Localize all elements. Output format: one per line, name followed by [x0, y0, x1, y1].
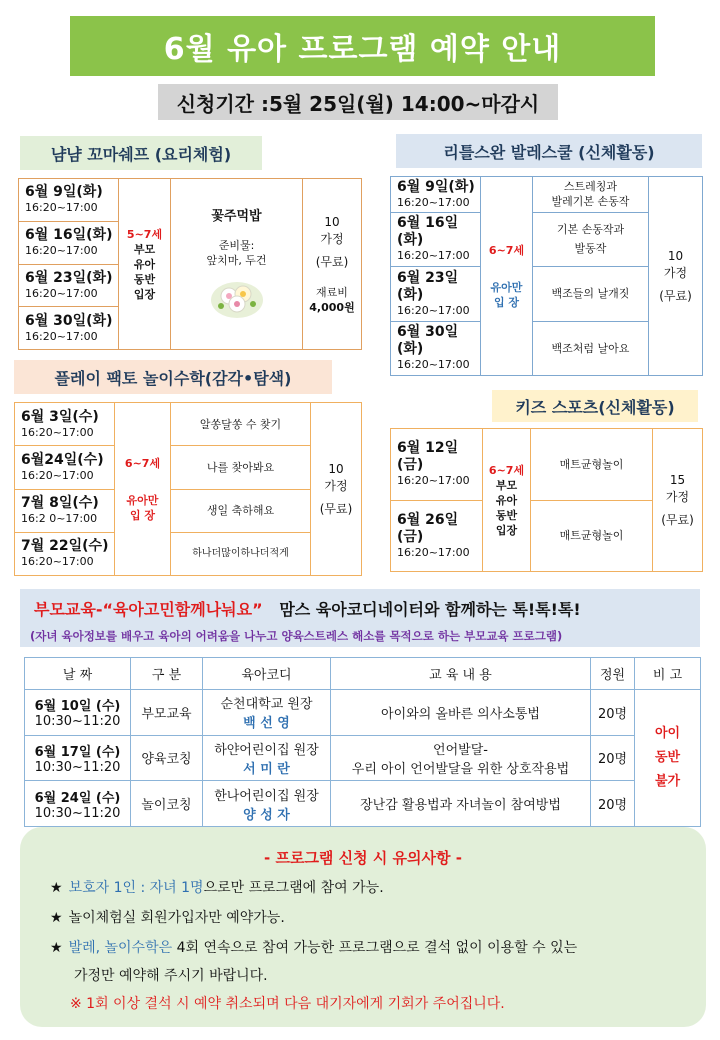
math-date-2: 6월24일(수) 16:20~17:00 — [15, 446, 115, 489]
col-note: 비 고 — [635, 658, 701, 690]
math-activity-2: 나를 찾아봐요 — [171, 446, 311, 489]
math-activity-1: 알쏭달쏭 수 찾기 — [171, 403, 311, 446]
notice-title: - 프로그램 신청 시 유의사항 - — [264, 849, 462, 867]
note-cell: 아이 동반 불가 — [635, 690, 701, 827]
sports-date-1: 6월 12일(금) 16:20~17:00 — [391, 429, 483, 501]
ballet-activity-3: 백조들의 날개짓 — [533, 267, 649, 321]
cooking-table — [18, 178, 362, 350]
ballet-activity-2: 기본 손동작과 발동작 — [533, 212, 649, 266]
star-icon: ★ — [50, 940, 63, 956]
cooking-date-4: 6월 30일(화) 16:20~17:00 — [19, 307, 119, 350]
cooking-date-1: 6월 9일(화) 16:20~17:00 — [19, 179, 119, 222]
ballet-activity-1: 스트레칭과 발레기본 손동작 — [533, 177, 649, 213]
ballet-date-4: 6월 30일(화) 16:20~17:00 — [391, 321, 481, 376]
notice-warning: ※ 1회 이상 결석 시 예약 취소되며 다음 대기자에게 기회가 주어집니다. — [70, 996, 505, 1012]
cooking-title: 냠냠 꼬마쉐프 (요리체험) — [20, 136, 262, 170]
sports-capacity: 15 가정 (무료) — [653, 429, 703, 572]
sports-table — [390, 428, 703, 572]
parent-edu-title: 부모교육-“육아고민함께나눠요” 맘스 육아코디네이터와 함께하는 톡!톡!톡! — [34, 600, 581, 619]
ballet-title: 리틀스완 발레스쿨 (신체활동) — [396, 134, 702, 168]
page-title: 6월 유아 프로그램 예약 안내 — [70, 16, 655, 76]
cooking-program: 꽃주먹밥 준비물: 앞치마, 두건 — [171, 179, 303, 350]
parent-edu-table — [24, 657, 701, 827]
application-period: 신청기간 :5월 25일(월) 14:00~마감시 — [158, 84, 558, 120]
notice-item-3-cont: 가정만 예약해 주시기 바랍니다. — [74, 968, 268, 984]
sports-activity-1: 매트균형놀이 — [531, 429, 653, 501]
sports-age: 6~7세 부모 유아 동반 입장 — [483, 429, 531, 572]
math-date-1: 6월 3일(수) 16:20~17:00 — [15, 403, 115, 446]
sports-activity-2: 매트균형놀이 — [531, 500, 653, 572]
ballet-capacity: 10 가정 (무료) — [649, 177, 703, 376]
col-capacity: 정원 — [591, 658, 635, 690]
ballet-activity-4: 백조처럼 날아요 — [533, 321, 649, 376]
table-row: 6월 17일 (수) 10:30~11:20 양육코칭 하얀어린이집 원장 서 미 란 언어발달- 우리 아이 언어발달을 위한 상호작용법 20명 — [25, 735, 701, 781]
math-date-3: 7월 8일(수) 16:2 0~17:00 — [15, 489, 115, 532]
notice-item-2: ★ 놀이체험실 회원가입자만 예약가능. — [50, 910, 285, 926]
col-type: 구 분 — [131, 658, 203, 690]
parent-edu-subtitle: (자녀 육아정보를 배우고 육아의 어려움을 나누고 양육스트레스 해소를 목적으로 하는 부모교육 프로그램) — [30, 629, 563, 643]
cooking-capacity: 10 가정 (무료) 재료비 4,000원 — [303, 179, 362, 350]
ballet-table — [390, 176, 703, 376]
sports-date-2: 6월 26일(금) 16:20~17:00 — [391, 500, 483, 572]
math-activity-3: 생일 축하해요 — [171, 489, 311, 532]
math-table — [14, 402, 362, 576]
cooking-date-2: 6월 16일(화) 16:20~17:00 — [19, 221, 119, 264]
notice-item-1: ★ 보호자 1인 : 자녀 1명으로만 프로그램에 참여 가능. — [50, 880, 384, 896]
star-icon: ★ — [50, 910, 63, 926]
flower-rice-image — [209, 274, 265, 320]
math-title: 플레이 팩토 놀이수학(감각•탐색) — [14, 360, 332, 394]
col-coordinator: 육아코디 — [203, 658, 331, 690]
math-activity-4: 하나더많이하나더적게 — [171, 532, 311, 575]
cooking-date-3: 6월 23일(화) 16:20~17:00 — [19, 264, 119, 307]
math-age: 6~7세 유아만 입 장 — [115, 403, 171, 576]
col-date: 날 짜 — [25, 658, 131, 690]
math-date-4: 7월 22일(수) 16:20~17:00 — [15, 532, 115, 575]
ballet-date-3: 6월 23일(화) 16:20~17:00 — [391, 267, 481, 321]
sports-title: 키즈 스포츠(신체활동) — [492, 390, 698, 422]
math-capacity: 10 가정 (무료) — [311, 403, 362, 576]
notice-item-3: ★ 발레, 놀이수학은 4회 연속으로 참여 가능한 프로그램으로 결석 없이 이용할 수 있는 — [50, 940, 578, 956]
col-content: 교 육 내 용 — [331, 658, 591, 690]
ballet-age: 6~7세 유아만 입 장 — [481, 177, 533, 376]
parent-edu-header — [20, 589, 700, 647]
table-row: 6월 10일 (수) 10:30~11:20 부모교육 순천대학교 원장 백 선 영 아이와의 올바른 의사소통법 20명 아이 동반 불가 — [25, 690, 701, 736]
table-row: 6월 24일 (수) 10:30~11:20 놀이코칭 한나어린이집 원장 양 성 자 장난감 활용법과 자녀놀이 참여방법 20명 — [25, 781, 701, 827]
ballet-date-1: 6월 9일(화) 16:20~17:00 — [391, 177, 481, 213]
notice-box — [20, 827, 706, 1027]
ballet-date-2: 6월 16일(화) 16:20~17:00 — [391, 212, 481, 266]
cooking-age: 5~7세 부모 유아 동반 입장 — [119, 179, 171, 350]
star-icon: ★ — [50, 880, 63, 896]
